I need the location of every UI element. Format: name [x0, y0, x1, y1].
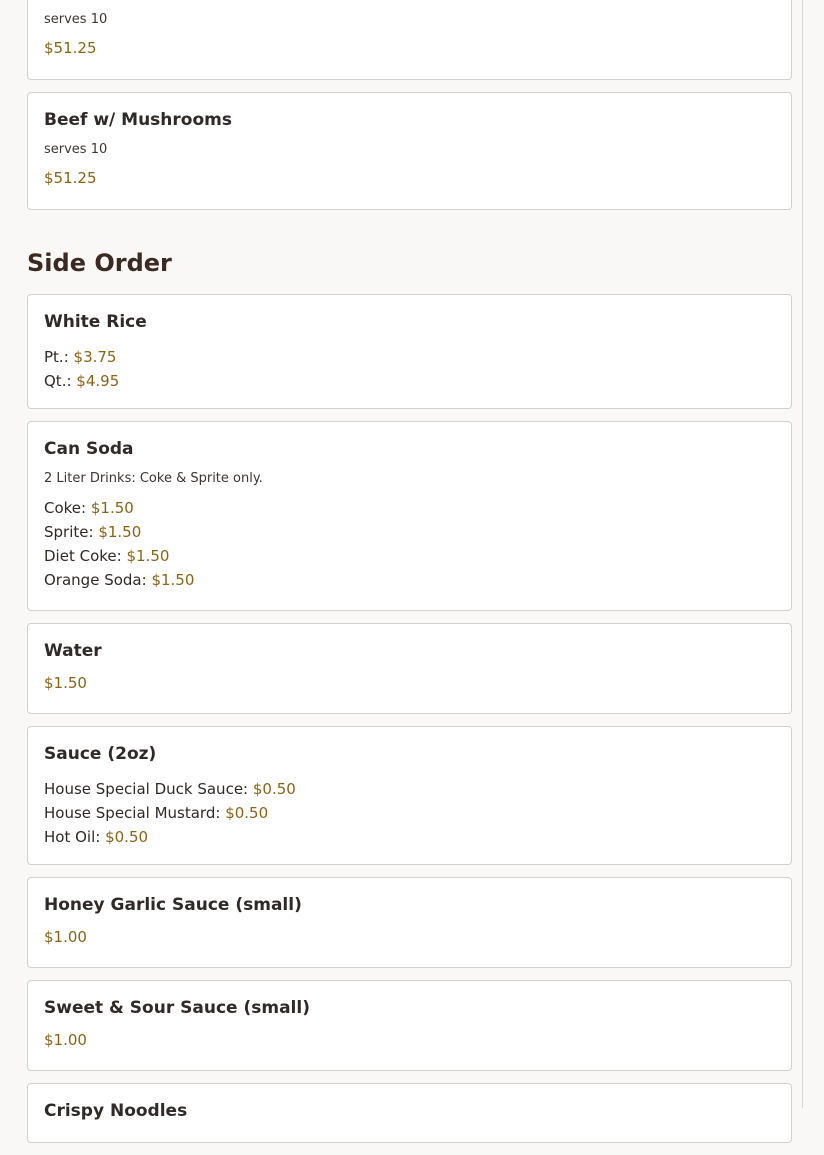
price-option-label: Hot Oil: — [44, 828, 101, 846]
menu-item-title: Beef w/ Mushrooms — [44, 110, 232, 130]
price-option-label: House Special Mustard: — [44, 804, 221, 822]
menu-item-title: Sweet & Sour Sauce (small) — [44, 998, 310, 1018]
menu-item-title: Can Soda — [44, 439, 134, 459]
section-title: Side Order — [27, 249, 172, 277]
price-option-row — [44, 345, 775, 369]
menu-item-price: $1.00 — [44, 928, 87, 946]
menu-item-title: Honey Garlic Sauce (small) — [44, 895, 302, 915]
menu-item-title: Sauce (2oz) — [44, 744, 157, 764]
price-option-label: Coke: — [44, 499, 87, 517]
price-option-row — [44, 544, 775, 568]
price-option-value: $1.50 — [90, 499, 134, 517]
price-option-value: $4.95 — [76, 372, 120, 390]
price-option-label: Sprite: — [44, 523, 94, 541]
price-option-label: Diet Coke: — [44, 547, 122, 565]
menu-item-title: Water — [44, 641, 102, 661]
menu-item-card[interactable] — [27, 726, 792, 865]
menu-item-title: White Rice — [44, 312, 147, 332]
price-option-value: $0.50 — [252, 780, 296, 798]
menu-item-price: $1.00 — [44, 1031, 87, 1049]
menu-item-card[interactable] — [27, 877, 792, 968]
menu-item-card[interactable] — [27, 421, 792, 611]
price-option-value: $1.50 — [126, 547, 170, 565]
menu-item-price: $51.25 — [44, 39, 97, 57]
price-option-value: $0.50 — [105, 828, 149, 846]
price-option-row — [44, 568, 775, 592]
price-option-label: Orange Soda: — [44, 571, 147, 589]
menu-item-card[interactable] — [27, 294, 792, 409]
menu-item-price: $51.25 — [44, 169, 97, 187]
price-option-row — [44, 825, 775, 849]
price-option-value: $1.50 — [98, 523, 142, 541]
price-option-row — [44, 801, 775, 825]
menu-content — [27, 0, 792, 1155]
menu-item-title — [44, 0, 775, 11]
price-option-value: $3.75 — [73, 348, 117, 366]
menu-item-serving-note: serves 10 — [44, 12, 108, 27]
price-option-value: $0.50 — [225, 804, 269, 822]
menu-item-card[interactable] — [27, 0, 792, 80]
price-option-row — [44, 520, 775, 544]
menu-item-serving-note: serves 10 — [44, 142, 108, 157]
price-option-row — [44, 496, 775, 520]
price-option-row — [44, 777, 775, 801]
menu-item-card[interactable] — [27, 980, 792, 1071]
price-option-row — [44, 369, 775, 393]
menu-item-price: $1.50 — [44, 674, 87, 692]
menu-item-card[interactable] — [27, 92, 792, 210]
price-option-value: $1.50 — [151, 571, 195, 589]
menu-item-title: Crispy Noodles — [44, 1101, 188, 1121]
menu-item-note: 2 Liter Drinks: Coke & Sprite only. — [44, 471, 263, 486]
price-option-label: Qt.: — [44, 372, 72, 390]
scroll-edge-line — [802, 0, 803, 1108]
price-option-label: House Special Duck Sauce: — [44, 780, 249, 798]
price-option-label: Pt.: — [44, 348, 69, 366]
menu-item-card[interactable] — [27, 623, 792, 714]
menu-item-card[interactable] — [27, 1083, 792, 1143]
